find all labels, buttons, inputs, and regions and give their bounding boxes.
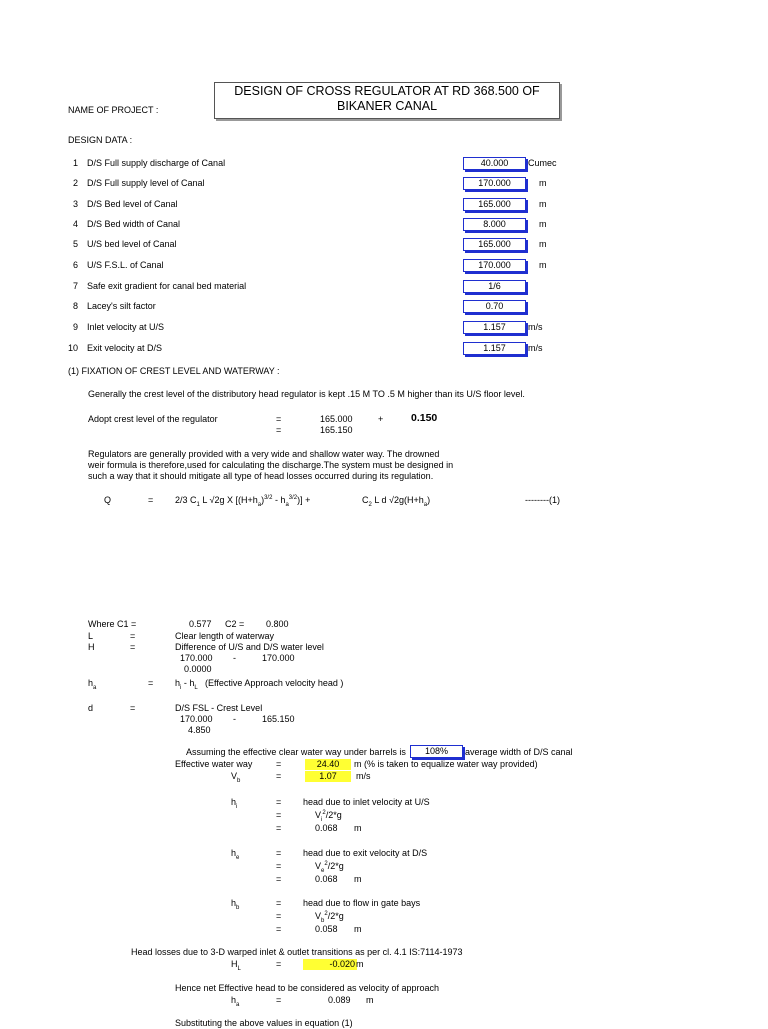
ha-desc: (Effective Approach velocity head ) xyxy=(205,678,344,688)
adopt-eq: = xyxy=(276,414,282,424)
design-data-unit: m/s xyxy=(528,322,543,332)
design-data-value-input[interactable]: 170.000 xyxy=(463,177,526,190)
design-data-label: Inlet velocity at U/S xyxy=(87,322,165,332)
hi-desc: head due to inlet velocity at U/S xyxy=(303,797,430,807)
design-data-no: 8 xyxy=(73,301,79,311)
design-data-no: 4 xyxy=(73,219,79,229)
design-data-value-input[interactable]: 1.157 xyxy=(463,321,526,334)
ha2-unit: m xyxy=(366,995,374,1005)
formula-eq: = xyxy=(148,495,154,505)
subst-text: Substituting the above values in equation (1) xyxy=(175,1018,353,1028)
ha-eq: = xyxy=(148,678,154,688)
title-box xyxy=(214,82,560,119)
c1-value: 0.577 xyxy=(189,619,212,629)
hb-symbol: $h_b$ xyxy=(231,898,240,911)
he-eq: = xyxy=(276,848,282,858)
ha2-value: 0.089 xyxy=(328,995,351,1005)
hb-value: 0.058 xyxy=(315,924,338,934)
adopt-add: 0.150 xyxy=(411,412,438,424)
h-result: 0.0000 xyxy=(184,664,212,674)
design-data-unit: m xyxy=(539,260,547,270)
design-data-no: 3 xyxy=(73,199,79,209)
where-c1-label: Where C1 = xyxy=(88,619,137,629)
para1: Generally the crest level of the distributory head regulator is kept .15 M TO .5 M higher than its U/S floor level. xyxy=(88,389,525,399)
design-data-unit: Cumec xyxy=(528,158,557,168)
he-eq2: = xyxy=(276,861,282,871)
ha-expression: $h_i - h_L$ xyxy=(175,678,198,691)
vb-eq: = xyxy=(276,771,282,781)
assume-tail: average width of D/S canal xyxy=(465,747,573,757)
d-minus: - xyxy=(233,714,236,724)
h-v1: 170.000 xyxy=(180,653,213,663)
hl-eq: = xyxy=(276,959,282,969)
design-data-label: Exit velocity at D/S xyxy=(87,343,163,353)
design-data-label: D/S Full supply level of Canal xyxy=(87,178,205,188)
hb-eq3: = xyxy=(276,924,282,934)
hb-formula: $V_b^2/2*g$ xyxy=(315,911,344,924)
title-line-2: BIKANER CANAL xyxy=(336,99,438,113)
l-eq: = xyxy=(130,631,136,641)
d-eq: = xyxy=(130,703,136,713)
hi-unit: m xyxy=(354,823,362,833)
hb-desc: head due to flow in gate bays xyxy=(303,898,421,908)
design-data-unit: m xyxy=(539,178,547,188)
adopt-result: 165.150 xyxy=(320,425,353,435)
formula-expression: 2/3 $C_1$ L √2g X $[(H+h_a)^{3/2} - h_a^{3/2})$] + xyxy=(175,495,311,508)
design-data-no: 7 xyxy=(73,281,79,291)
para2-line1: Regulators are generally provided with a very wide and shallow water way. The drowned xyxy=(88,449,440,459)
design-data-value-input[interactable]: 0.70 xyxy=(463,300,526,313)
design-data-unit: m xyxy=(539,239,547,249)
d-symbol: d xyxy=(88,703,94,713)
design-data-value-input[interactable]: 165.000 xyxy=(463,198,526,211)
d-result: 4.850 xyxy=(188,725,211,735)
design-data-no: 10 xyxy=(68,343,79,353)
vb-unit: m/s xyxy=(356,771,371,781)
design-data-value-input[interactable]: 170.000 xyxy=(463,259,526,272)
adopt-plus: + xyxy=(378,414,384,424)
design-data-value-input[interactable]: 1/6 xyxy=(463,280,526,293)
section1-heading: (1) FIXATION OF CREST LEVEL AND WATERWAY : xyxy=(68,366,280,376)
he-formula: $V_e^2/2*g$ xyxy=(315,861,344,874)
adopt-eq2: = xyxy=(276,425,282,435)
design-data-label: Lacey's silt factor xyxy=(87,301,156,311)
he-value: 0.068 xyxy=(315,874,338,884)
design-data-label: U/S F.S.L. of Canal xyxy=(87,260,164,270)
title-line-1: DESIGN OF CROSS REGULATOR AT RD 368.500 OF xyxy=(234,84,540,98)
c2-label: C2 = xyxy=(225,619,245,629)
eff-ww-value: 24.40 xyxy=(305,759,351,770)
head-losses-text: Head losses due to 3-D warped inlet & outlet transitions as per cl. 4.1 IS:7114-1973 xyxy=(131,947,463,957)
hl-symbol: $H_L$ xyxy=(231,959,241,972)
design-data-label: D/S Bed width of Canal xyxy=(87,219,181,229)
design-data-no: 1 xyxy=(73,158,79,168)
assume-pct-input[interactable]: 108% xyxy=(410,745,463,758)
he-eq3: = xyxy=(276,874,282,884)
design-data-unit: m xyxy=(539,199,547,209)
design-data-label: D/S Full supply discharge of Canal xyxy=(87,158,226,168)
d-desc: D/S FSL - Crest Level xyxy=(175,703,263,713)
design-data-value-input[interactable]: 40.000 xyxy=(463,157,526,170)
para2-line3: such a way that it should mitigate all type of head losses occurred during its regulation. xyxy=(88,471,434,481)
hb-eq2: = xyxy=(276,911,282,921)
design-data-label: D/S Bed level of Canal xyxy=(87,199,178,209)
design-data-no: 2 xyxy=(73,178,79,188)
project-label: NAME OF PROJECT : xyxy=(68,105,159,115)
eff-ww-unit: m (% is taken to equalize water way provided) xyxy=(354,759,538,769)
design-data-unit: m/s xyxy=(528,343,543,353)
he-symbol: $h_e$ xyxy=(231,848,240,861)
design-data-label: Safe exit gradient for canal bed material xyxy=(87,281,247,291)
vb-symbol: $V_b$ xyxy=(231,771,241,784)
hi-eq3: = xyxy=(276,823,282,833)
hi-formula: $V_i^2/2*g$ xyxy=(315,810,342,823)
d-v1: 170.000 xyxy=(180,714,213,724)
ha2-eq: = xyxy=(276,995,282,1005)
design-data-no: 6 xyxy=(73,260,79,270)
para2-line2: weir formula is therefore,used for calculating the discharge.The system must be designed in xyxy=(88,460,454,470)
formula-expression-2: $C_2$ L d $√2g(H+h_a)$ xyxy=(362,495,431,508)
hl-unit: m xyxy=(356,959,364,969)
design-data-value-input[interactable]: 1.157 xyxy=(463,342,526,355)
adopt-label: Adopt crest level of the regulator xyxy=(88,414,218,424)
design-data-label: U/S bed level of Canal xyxy=(87,239,177,249)
ha2-symbol: $h_a$ xyxy=(231,995,240,1008)
hi-value: 0.068 xyxy=(315,823,338,833)
eff-ww-eq: = xyxy=(276,759,282,769)
design-data-unit: m xyxy=(539,219,547,229)
hi-symbol: $h_i$ xyxy=(231,797,238,810)
eff-ww-label: Effective water way xyxy=(175,759,253,769)
adopt-value: 165.000 xyxy=(320,414,353,424)
hi-eq: = xyxy=(276,797,282,807)
l-symbol: L xyxy=(88,631,94,641)
he-desc: head due to exit velocity at D/S xyxy=(303,848,428,858)
hl-value: -0.020 xyxy=(303,959,357,970)
formula-q: Q xyxy=(104,495,112,505)
h-eq: = xyxy=(130,642,136,652)
design-data-no: 5 xyxy=(73,239,79,249)
design-data-value-input[interactable]: 165.000 xyxy=(463,238,526,251)
vb-value: 1.07 xyxy=(305,771,351,782)
h-symbol: H xyxy=(88,642,95,652)
hi-eq2: = xyxy=(276,810,282,820)
design-data-value-input[interactable]: 8.000 xyxy=(463,218,526,231)
net-head-text: Hence net Effective head to be considered as velocity of approach xyxy=(175,983,440,993)
l-desc: Clear length of waterway xyxy=(175,631,275,641)
formula-ref: --------(1) xyxy=(525,495,560,505)
hb-unit: m xyxy=(354,924,362,934)
c2-value: 0.800 xyxy=(266,619,289,629)
assume-text: Assuming the effective clear water way under barrels is xyxy=(186,747,406,757)
he-unit: m xyxy=(354,874,362,884)
design-data-no: 9 xyxy=(73,322,79,332)
h-minus: - xyxy=(233,653,236,663)
ha-symbol: $h_a$ xyxy=(88,678,97,691)
h-v2: 170.000 xyxy=(262,653,295,663)
h-desc: Difference of U/S and D/S water level xyxy=(175,642,324,652)
d-v2: 165.150 xyxy=(262,714,295,724)
design-data-label: DESIGN DATA : xyxy=(68,135,133,145)
hb-eq: = xyxy=(276,898,282,908)
